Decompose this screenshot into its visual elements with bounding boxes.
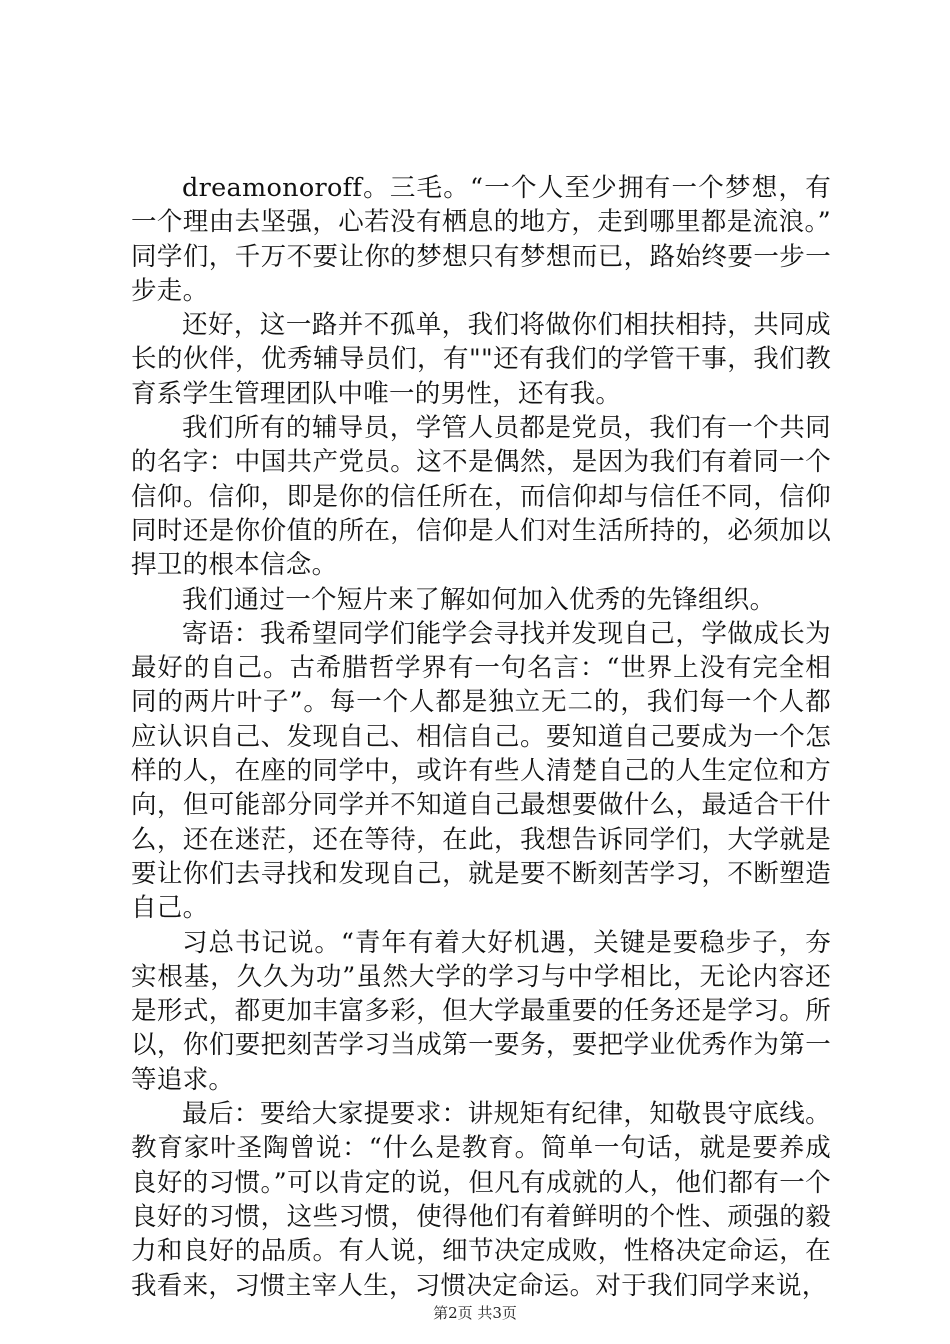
paragraph-3: 我们所有的辅导员，学管人员都是党员，我们有一个共同的名字：中国共产党员。这不是偶然，是因为我们有着同一个信仰。信仰，即是你的信任所在，而信仰却与信任不同，信仰同时还是你价值的所在，信仰是人们对生活所持的，必须加以捍卫的根本信念。 bbox=[131, 413, 831, 581]
page-number-footer: 第2页 共3页 bbox=[433, 1304, 517, 1322]
paragraph-1: dreamonoroff。三毛。“一个人至少拥有一个梦想，有一个理由去坚强，心若没有栖息的地方，走到哪里都是流浪。”同学们，千万不要让你的梦想只有梦想而已，路始终要一步一步走。 bbox=[131, 173, 831, 306]
paragraph-6: 习总书记说。“青年有着大好机遇，关键是要稳步子，夯实根基，久久为功”虽然大学的学习与中学相比，无论内容还是形式，都更加丰富多彩，但大学最重要的任务还是学习。所以，你们要把刻苦学习当成第一要务，要把学业优秀作为第一等追求。 bbox=[131, 927, 831, 1095]
paragraph-4: 我们通过一个短片来了解如何加入优秀的先锋组织。 bbox=[182, 584, 776, 615]
paragraph-7: 最后：要给大家提要求：讲规矩有纪律，知敬畏守底线。教育家叶圣陶曾说：“什么是教育。简单一句话，就是要养成良好的习惯。”可以肯定的说，但凡有成就的人，他们都有一个良好的习惯，这些习惯，使得他们有着鲜明的个性、顽强的毅力和良好的品质。有人说，细节决定成败，性格决定命运，在我看来，习惯主宰人生，习惯决定命运。对于我们同学来说， bbox=[131, 1099, 831, 1301]
paragraph-2: 还好，这一路并不孤单，我们将做你们相扶相持，共同成长的伙伴，优秀辅导员们，有""还有我们的学管干事，我们教育系学生管理团队中唯一的男性，还有我。 bbox=[131, 310, 831, 409]
document-body bbox=[131, 171, 831, 1303]
paragraph-5: 寄语：我希望同学们能学会寻找并发现自己，学做成长为最好的自己。古希腊哲学界有一句名言：“世界上没有完全相同的两片叶子”。每一个人都是独立无二的，我们每一个人都应认识自己、发现自己、相信自己。要知道自己要成为一个怎样的人，在座的同学中，或许有些人清楚自己的人生定位和方向，但可能部分同学并不知道自己最想要做什么，最适合干什么，还在迷茫，还在等待，在此，我想告诉同学们，大学就是要让你们去寻找和发现自己，就是要不断刻苦学习，不断塑造自己。 bbox=[131, 618, 831, 924]
